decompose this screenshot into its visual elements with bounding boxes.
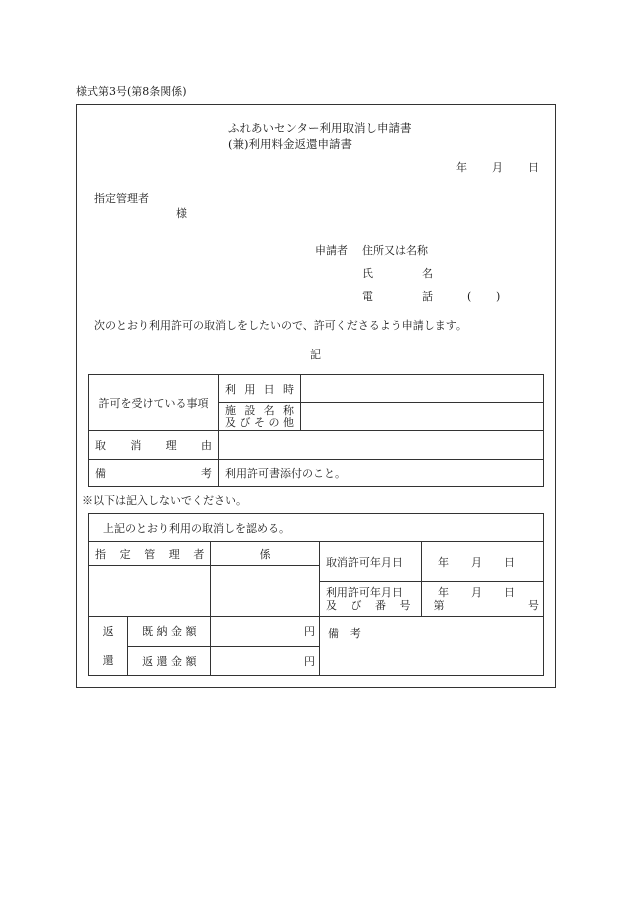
address-label: 住所又は名称 [362,244,428,257]
permitted-matters-label: 許可を受けている事項 [89,375,219,431]
date-day: 日 [528,161,539,174]
remarks-value: 利用許可書添付のこと。 [219,460,544,487]
addressee-honorific: 様 [176,207,187,220]
phone-paren-close: ) [496,290,501,303]
form-title: ふれあいセンター利用取消し申請書 [228,121,412,135]
phone-label-2: 話 [422,290,433,303]
paid-amount-label: 既 納 金 額 [128,617,211,647]
cancel-permit-date-label: 取消許可年月日 [319,542,421,582]
permission-table [88,374,544,487]
facility-name-field[interactable] [301,403,544,431]
phone-label-1: 電 [362,290,373,303]
remarks-label: 備 考 [89,460,219,487]
refund-amount-label: 返 還 金 額 [128,646,211,676]
office-table [88,513,544,676]
designated-manager-label: 指 定 管 理 者 [89,542,211,566]
office-remarks: 備 考 [319,617,543,676]
addressee: 指定管理者 [94,192,149,205]
date-month: 月 [492,161,503,174]
refund-label: 返 還 [89,617,128,676]
usage-datetime-label: 利 用 日 時 [219,375,301,403]
permit-date-field[interactable]: 年 月 日 第 号 [421,582,543,617]
name-label-1: 氏 [362,267,373,280]
refund-amount-field[interactable]: 円 [211,646,320,676]
cancel-reason-label: 取 消 理 由 [89,431,219,460]
paid-amount-field[interactable]: 円 [211,617,320,647]
usage-datetime-field[interactable] [301,375,544,403]
form-subtitle: (兼)利用料金返還申請書 [228,137,352,151]
phone-paren-open: ( [467,290,472,303]
approval-text: 上記のとおり利用の取消しを認める。 [89,514,544,542]
request-text: 次のとおり利用許可の取消しをしたいので、許可くださるよう申請します。 [94,319,467,332]
permit-date-label: 利用許可年月日 及 び 番 号 [319,582,421,617]
ki-label: 記 [310,348,321,361]
facility-name-label: 施 設 名 称 及 び そ の 他 [219,403,301,431]
applicant-label: 申請者 [315,244,348,257]
cancel-permit-date-field[interactable]: 年 月 日 [421,542,543,582]
office-use-note: ※以下は記入しないでください。 [82,494,247,507]
name-label-2: 名 [422,267,433,280]
form-number: 様式第3号(第8条関係) [76,85,187,98]
cancel-reason-field[interactable] [219,431,544,460]
staff-label: 係 [211,542,320,566]
designated-manager-stamp[interactable] [89,566,211,617]
date-year: 年 [456,161,467,174]
staff-stamp[interactable] [211,566,320,617]
